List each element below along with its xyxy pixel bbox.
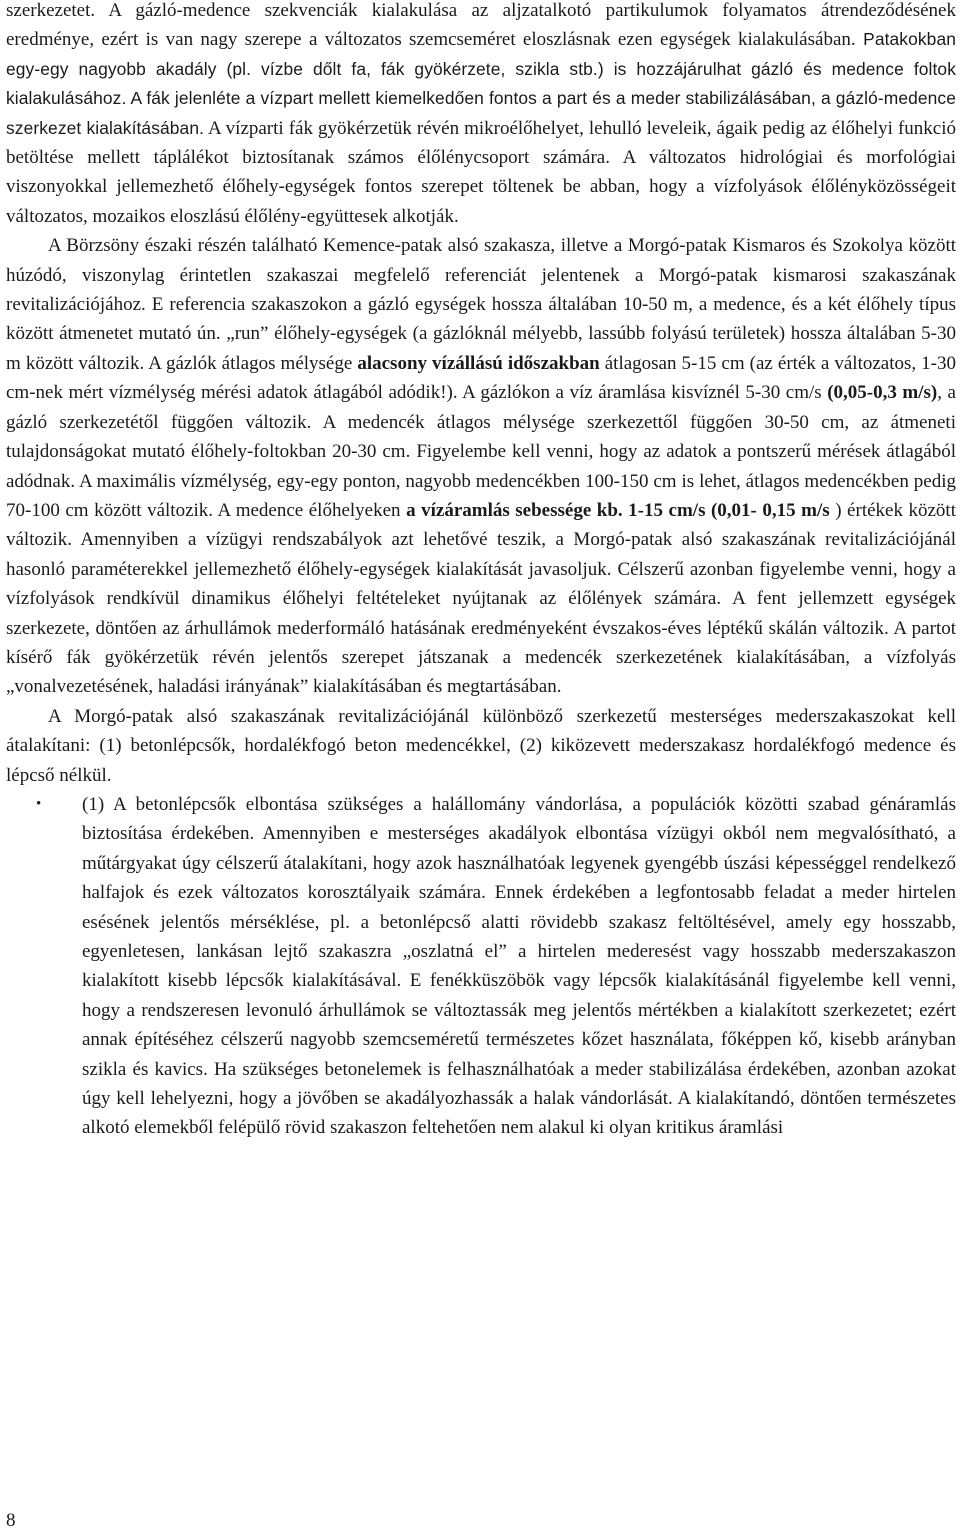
paragraph-reference-sections [6,231,956,702]
paragraph-revitalization-intro: A Morgó-patak alsó szakaszának revitalizációjánál különböző szerkezetű mesterséges mederszakaszokat kell átalakítani: (1) betonlépcsők, hordalékfogó beton medencékkel, (2) kiközevett mederszakasz hordalékfogó medence és lépcső nélkül. [6,705,956,786]
paragraph-segment: A vízparti fák gyökérzetük révén mikroélőhelyet, lehulló leveleik, ágaik pedig az élőhelyi funkció betöltése mellett táplálékot biztosítanak számos élőlénycsoport számára. [6,117,957,169]
paragraph-segment: A Börzsöny északi részén található Kemence-patak alsó szakasza, illetve a Morgó-patak Kismaros és Szokolya között húzódó, viszonylag érintetlen szakaszai megfelelő referenciát jelentenek a Morgó-patak kismarosi szakaszának revitalizációjához. E referencia szakaszokon a gázló egységek hossza általában 10-50 m, a medence, és a két élőhely típus között átmenetet mutató ún. „run” élőhely-egységek (a gázlóknál mélyebb, lassúbb folyású területek) hossza általában 5-30 m között változik. A gázlók átlagos mélysége [6,235,956,374]
document-page [6,0,956,1143]
paragraph-segment: Patakokban egy-egy nagyobb akadály (pl. vízbe dőlt fa, fák gyökérzete, szikla stb.) is hozzájárulhat gázló és medence foltok kialakulásához. A fák jelenléte a vízpart mellett kiemelkedően fontos a part és a meder stabilizálásában, a gázló-medence szerkezet kialakításában. [6,29,956,138]
bullet-list [6,790,956,1143]
paragraph-segment: , a gázló szerkezetétől függően változik. A medencék átlagos mélysége szerkezettől függően 30-50 cm, az átmeneti tulajdonságokat mutató élőhely-foltokban 20-30 cm. Figyelembe kell venni, hogy az adatok a pontszerű mérések átlagából adódnak. A maximális vízmélység, egy-egy ponton, nagyobb medencékben 100-150 cm is lehet, átlagos medencékben pedig 70-100 cm között változik. A medence élőhelyeken [6,382,956,521]
paragraph-segment: A változatos hidrológiai és morfológiai viszonyokkal jellemezhető élőhely-egységek fontos szerepet töltenek be abban, hogy a vízfolyások élőlényközösségeit változatos, mozaikos eloszlású élőlény-együttesek alkotják. [6,147,957,227]
bullet-marker: • [36,795,42,812]
bold-phrase: (0,05-0,3 m/s) [827,382,938,404]
paragraph-segment: szerkezetet. A gázló-medence szekvenciák kialakulása az aljzatalkotó partikulumok folyamatos átrendeződésének eredménye, ezért is van nagy szerepe a változatos szemcseméret eloszlásnak ezen egységek kialakulásában. [6,0,956,51]
page-number: 8 [6,1510,16,1531]
paragraph-habitat-structure [6,0,956,231]
paragraph-segment: átlagosan 5-15 cm (az érték a változatos, 1-30 cm-nek mért vízmélység mérési adatok átlagából adódik!). A gázlókon a víz áramlása kisvíznél 5-30 cm/s [6,352,957,404]
list-item [6,790,956,1143]
bold-phrase: a vízáramlás sebessége kb. 1-15 cm/s (0,01- 0,15 m/s [406,499,830,521]
bold-phrase: alacsony vízállású időszakban [357,352,600,374]
list-item-text: (1) A betonlépcsők elbontása szükséges a halállomány vándorlása, a populációk közötti szabad génáramlás biztosítása érdekében. Amennyiben e mesterséges akadályok elbontása vízügyi okból nem megvalósítható, a műtárgyakat úgy célszerű átalakítani, hogy azok használhatóak legyenek gyengébb úszási képességgel rendelkező halfajok és ezek változatos korosztályaik számára. Ennek érdekében a legfontosabb feladat a meder hirtelen esésének jelentős mérséklése, pl. a betonlépcső alatti rövidebb szakasz feltöltésével, amely egy hosszabb, egyenletesen, lankásan lejtő szakaszra „oszlatná el” a hirtelen mederesést vagy hosszabb mederszakaszon kialakított kisebb lépcsők kialakításával. E fenékküszöbök vagy lépcsők kialakításánál figyelembe kell venni, hogy a rendszeresen levonuló árhullámok se változtassák meg jelentős mértékben a kialakított szerkezetet; ezért annak építéséhez célszerű nagyobb szemcseméretű természetes kőzet használata, főképpen kő, kisebb arányban szikla és kavics. Ha szükséges betonelemek is felhasználhatóak a meder stabilizálása érdekében, azonban azokat úgy kell lehelyezni, hogy a jövőben se akadályozhassák a halak vándorlását. A kialakítandó, döntően természetes alkotó elemekből felépülő rövid szakaszon feltehetően nem alakul ki olyan kritikus áramlási [82,793,956,1139]
paragraph-segment: ) értékek között változik. Amennyiben a vízügyi rendszabályok azt lehetővé teszik, a Morgó-patak alsó szakaszának revitalizációjánál hasonló paraméterekkel jellemezhető élőhely-egységek kialakítását javasoljuk. Célszerű azonban figyelembe venni, hogy a vízfolyások rendkívül dinamikus élőhelyi feltételeket nyújtanak az élőlények számára. A fent jellemzett egységek szerkezete, döntően az árhullámok mederformáló hatásának eredményeként évszakos-éves léptékű skálán változik. A partot kísérő fák gyökérzetük révén jelentős szerepet játszanak a medencék szerkezetének kialakításában, a vízfolyás „vonalvezetésének, haladási irányának” kialakításában és megtartásában. [6,499,956,698]
